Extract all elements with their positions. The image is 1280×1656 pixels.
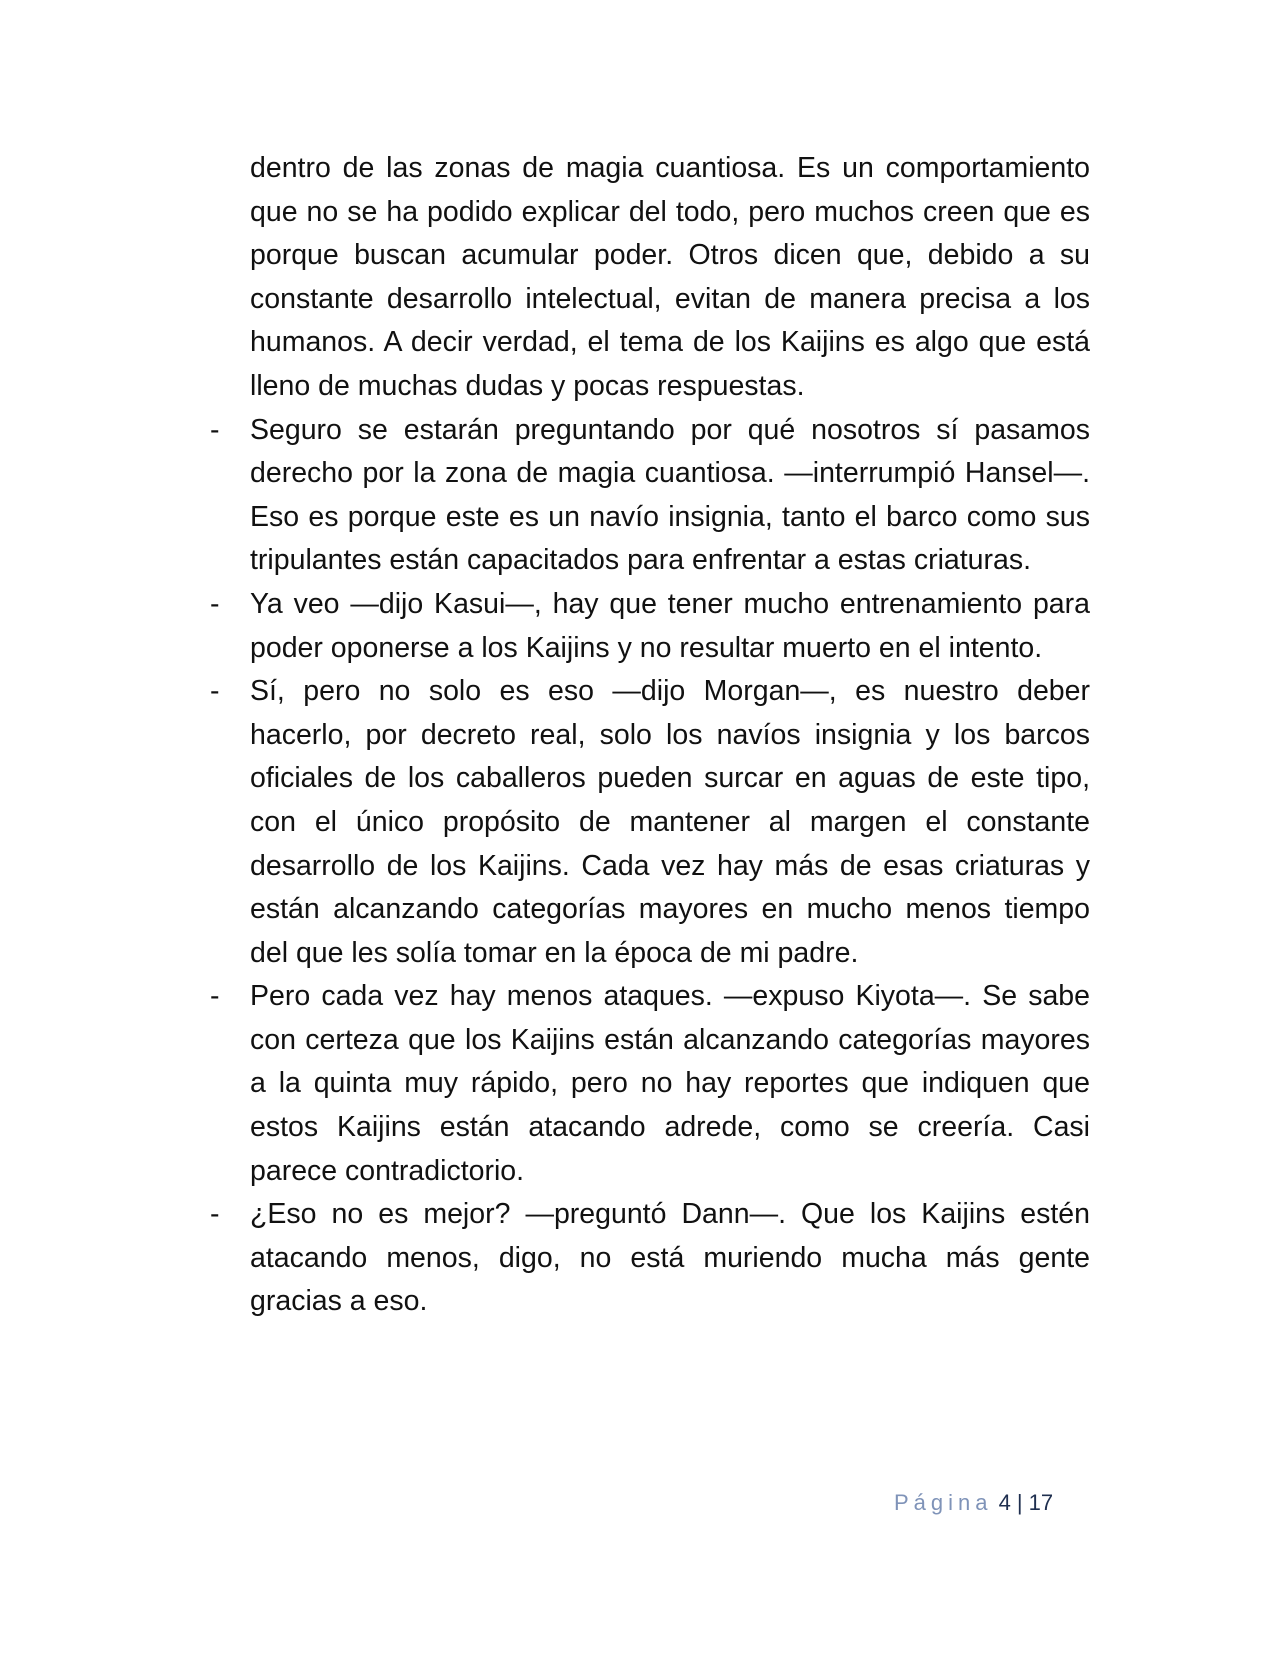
- dialogue-line-hansel: [210, 409, 1090, 583]
- page-footer: [894, 1488, 1053, 1518]
- paragraph-text: Pero cada vez hay menos ataques. —expuso Kiyota—. Se sabe con certeza que los Kaijins están alcanzando categorías mayores a la quinta muy rápido, pero no hay reportes que indiquen que estos Kaijins están atacando adrede, como se creería. Casi parece contradictorio.: [250, 980, 1090, 1187]
- dialogue-dash: -: [210, 587, 220, 620]
- dialogue-line-kiyota: [210, 975, 1090, 1193]
- dialogue-dash: -: [210, 1198, 220, 1231]
- paragraph-text: dentro de las zonas de magia cuantiosa. Es un comportamiento que no se ha podido explicar del todo, pero muchos creen que es porque buscan acumular poder. Otros dicen que, debido a su constante desarrollo intelectual, evitan de manera precisa a los humanos. A decir verdad, el tema de los Kaijins es algo que está lleno de muchas dudas y pocas respuestas.: [250, 152, 1090, 402]
- dialogue-line-dann: [210, 1193, 1090, 1324]
- dialogue-dash: -: [210, 980, 220, 1013]
- page-separator: |: [1016, 1490, 1023, 1515]
- page-number: 4: [998, 1490, 1011, 1515]
- paragraph-text: Seguro se estarán preguntando por qué nosotros sí pasamos derecho por la zona de magia cuantiosa. —interrumpió Hansel—. Eso es porque este es un navío insignia, tanto el barco como sus tripulantes están capacitados para enfrentar a estas criaturas.: [250, 413, 1090, 577]
- paragraph-text: Sí, pero no solo es eso —dijo Morgan—, es nuestro deber hacerlo, por decreto real, solo los navíos insignia y los barcos oficiales de los caballeros pueden surcar en aguas de este tipo, con el único propósito de mantener al margen el constante desarrollo de los Kaijins. Cada vez hay más de esas criaturas y están alcanzando categorías mayores en mucho menos tiempo del que les solía tomar en la época de mi padre.: [250, 675, 1090, 969]
- page-total: 17: [1028, 1490, 1054, 1515]
- dialogue-dash: -: [210, 413, 220, 446]
- dialogue-line-morgan: [210, 670, 1090, 975]
- dialogue-line-kasui: [210, 583, 1090, 670]
- page-label: Página: [894, 1490, 993, 1515]
- dialogue-dash: -: [210, 675, 220, 708]
- body-text: [210, 147, 1090, 1324]
- paragraph-text: Ya veo —dijo Kasui—, hay que tener mucho entrenamiento para poder oponerse a los Kaijins y no resultar muerto en el intento.: [250, 587, 1090, 664]
- paragraph-text: ¿Eso no es mejor? —preguntó Dann—. Que los Kaijins estén atacando menos, digo, no está muriendo mucha más gente gracias a eso.: [250, 1198, 1090, 1318]
- paragraph-narration: [210, 147, 1090, 409]
